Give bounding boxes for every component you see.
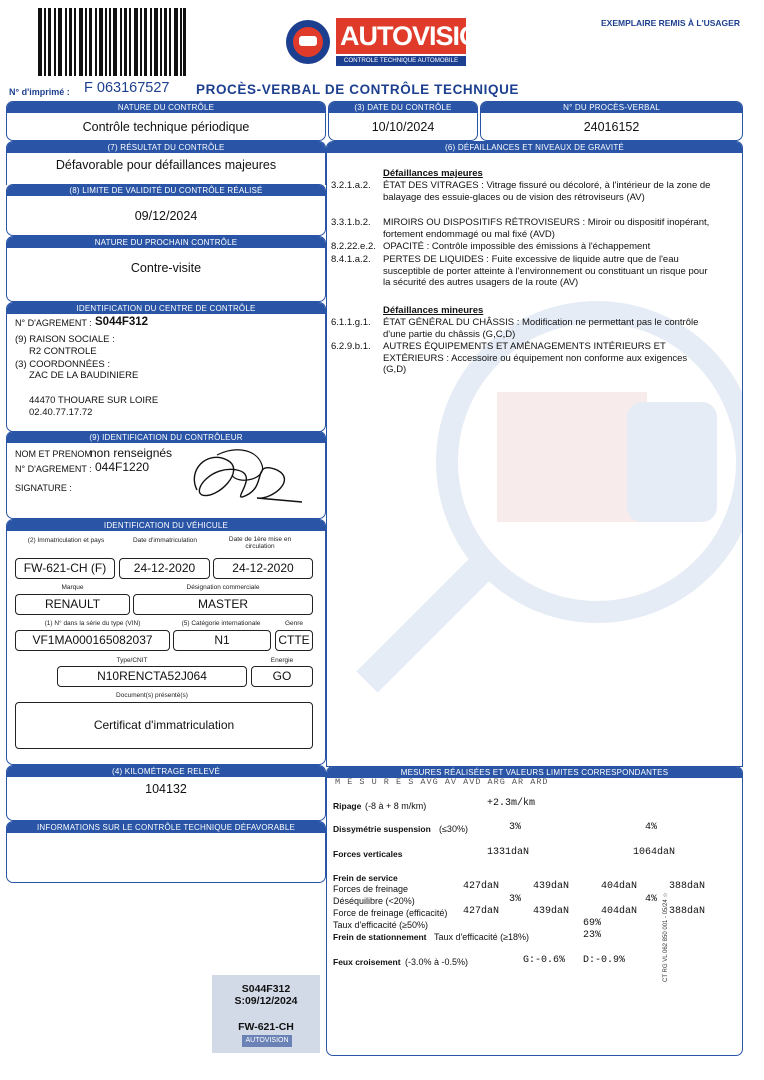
sticker-brand: AUTOVISION	[242, 1035, 292, 1047]
defaillance-code: 8.2.22.e.2.	[331, 241, 376, 252]
forces-label: Forces verticales	[333, 849, 403, 859]
pv-number-panel	[480, 101, 743, 141]
ripage-label: Ripage	[333, 801, 362, 811]
mesures-title: MESURES RÉALISÉES ET VALEURS LIMITES CORRESPONDANTES	[327, 767, 742, 778]
defaillance-detail: : Accessoire ou équipement non conforme aux exigences (G,D)	[383, 352, 688, 375]
stationnement-limit: Taux d'efficacité (≥18%)	[434, 932, 530, 942]
mesures-col-header: M E S U R E S AVG AV AVD ARG AR ARD	[335, 777, 549, 787]
defaillances-panel	[326, 141, 743, 767]
prochain-controle-panel	[6, 236, 326, 302]
taux-label: Taux d'efficacité (≥50%)	[333, 920, 429, 930]
dissym-limit: (≤30%)	[439, 824, 468, 834]
type-label: Type/CNIT	[116, 657, 148, 664]
feux-g: G:-0.6%	[523, 955, 566, 966]
defaillance-description	[383, 341, 713, 376]
force-eff-label: Force de freinage (efficacité)	[333, 908, 448, 918]
feux-d: D:-0.9%	[583, 955, 626, 966]
defaillance-heading: ÉTAT GÉNÉRAL DU CHÂSSIS	[383, 317, 515, 328]
centre-raison-label: (9) RAISON SOCIALE :	[15, 334, 115, 345]
forces-ar: 1064daN	[633, 847, 676, 858]
date-controle-panel	[328, 101, 478, 141]
nature-controle-panel	[6, 101, 326, 141]
genre-label: Genre	[284, 620, 304, 627]
defaillance-detail: : Miroir ou dispositif inopérant, fortement endommagé ou mal fixé (AVD)	[383, 217, 710, 240]
prochain-controle-value: Contre-visite	[130, 261, 202, 275]
desequilibre-av: 3%	[509, 894, 522, 905]
feux-limit: (-3.0% à -0.5%)	[405, 957, 469, 967]
resultat-title: (7) RÉSULTAT DU CONTRÔLE	[7, 142, 325, 153]
designation-label: Désignation commerciale	[186, 584, 260, 591]
imprime-number: F 063167527	[84, 80, 170, 96]
documents-label: Document(s) présenté(s)	[116, 692, 188, 699]
major-heading: Défaillances majeures	[383, 168, 483, 179]
force-eff-value-1: 427daN	[463, 906, 500, 917]
defaillance-code: 8.4.1.a.2.	[331, 254, 371, 265]
categorie-label: (5) Catégorie internationale	[181, 620, 261, 627]
vin-label: (1) N° dans la série du type (VIN)	[44, 620, 141, 627]
kilometrage-value: 104132	[145, 782, 187, 796]
validite-title: (8) LIMITE DE VALIDITÉ DU CONTRÔLE RÉALISÉ	[7, 185, 325, 196]
pv-number-title: N° DU PROCÈS-VERBAL	[481, 102, 742, 113]
prochain-controle-title: NATURE DU PROCHAIN CONTRÔLE	[7, 237, 325, 248]
barcode-graphic	[38, 8, 186, 76]
defaillance-heading: OPACITÉ	[383, 241, 424, 252]
force-eff-value-2: 439daN	[533, 906, 570, 917]
centre-raison-value: R2 CONTROLE	[29, 346, 97, 357]
immat-label: (2) Immatriculation et pays	[27, 537, 105, 544]
freinage-value-1: 427daN	[463, 881, 500, 892]
control-sticker	[212, 975, 320, 1053]
date-immat-value: 24-12-2020	[119, 558, 210, 579]
freinage-value-4: 388daN	[669, 881, 706, 892]
controleur-panel	[6, 431, 326, 519]
controleur-title: (9) IDENTIFICATION DU CONTRÔLEUR	[7, 432, 325, 443]
energie-label: Energie	[270, 657, 294, 664]
validite-value: 09/12/2024	[134, 209, 198, 223]
controleur-agrement-label: N° D'AGREMENT :	[15, 464, 92, 474]
defaillance-description	[383, 254, 713, 289]
documents-value: Certificat d'immatriculation	[15, 702, 313, 749]
centre-phone: 02.40.77.17.72	[29, 407, 93, 418]
mesures-panel	[326, 766, 743, 1056]
sticker-line3: FW-621-CH	[238, 1021, 294, 1033]
brand-name: AUTOVISION	[340, 21, 498, 51]
stationnement-label: Frein de stationnement	[333, 932, 427, 942]
centre-agrement-label: N° D'AGREMENT :	[15, 318, 92, 328]
defaillance-description	[383, 317, 713, 340]
forces-av: 1331daN	[487, 847, 530, 858]
centre-address1: ZAC DE LA BAUDINIERE	[29, 370, 139, 381]
controleur-name-label: NOM ET PRENOM :	[15, 449, 97, 459]
defaillance-description	[383, 180, 713, 203]
sticker-line1: S044F312	[241, 983, 291, 995]
centre-coord-label: (3) COORDONNÉES :	[15, 359, 111, 370]
feux-label: Feux croisement	[333, 957, 401, 967]
pv-number-value: 24016152	[583, 120, 640, 134]
marque-label: Marque	[61, 584, 84, 591]
autovision-logo	[286, 18, 498, 68]
ripage-limit: (-8 à + 8 m/km)	[365, 801, 427, 811]
barcode	[38, 8, 186, 76]
designation-value: MASTER	[133, 594, 313, 615]
vehicule-title: IDENTIFICATION DU VÉHICULE	[7, 520, 325, 531]
side-reference: CT RG VL 062 850 001 - 05/24 ☆	[663, 892, 669, 982]
date-controle-title: (3) DATE DU CONTRÔLE	[329, 102, 477, 113]
defaillance-heading: ÉTAT DES VITRAGES	[383, 180, 479, 191]
marque-value: RENAULT	[15, 594, 130, 615]
ripage-value: +2.3m/km	[487, 798, 536, 809]
defaillance-code: 6.2.9.b.1.	[331, 341, 371, 352]
validite-panel	[6, 184, 326, 236]
vin-value: VF1MA000165082037	[15, 630, 170, 651]
imprime-label: N° d'imprimé :	[9, 87, 70, 97]
defaillance-heading: PERTES DE LIQUIDES	[383, 254, 484, 265]
centre-panel	[6, 302, 326, 432]
force-eff-value-3: 404daN	[601, 906, 638, 917]
kilometrage-panel	[6, 765, 326, 821]
resultat-panel	[6, 141, 326, 185]
frein-service-label: Frein de service	[333, 873, 398, 883]
dissym-ar: 4%	[645, 822, 658, 833]
centre-address2: 44470 THOUARE SUR LOIRE	[29, 395, 159, 406]
force-eff-value-4: 388daN	[669, 906, 706, 917]
controleur-name-value: non renseignés	[90, 446, 173, 460]
freinage-value-2: 439daN	[533, 881, 570, 892]
vehicule-panel	[6, 519, 326, 765]
defaillance-detail: : Vitrage fissuré ou décoloré, à l'intérieur de la zone de balayage des essuie-glaces ou de vision des rétroviseurs (AV)	[383, 180, 711, 203]
defaillance-detail: : Fuite excessive de liquide autre que de l'eau susceptible de porter atteinte à l'environnement ou constituant un risque pour la sécurité des autres usagers de la route (AV)	[383, 254, 708, 288]
defaillances-title: (6) DÉFAILLANCES ET NIVEAUX DE GRAVITÉ	[327, 142, 742, 153]
centre-title: IDENTIFICATION DU CENTRE DE CONTRÔLE	[7, 303, 325, 314]
doc-title: PROCÈS-VERBAL DE CONTRÔLE TECHNIQUE	[196, 82, 520, 97]
copy-note: EXEMPLAIRE REMIS À L'USAGER	[601, 18, 740, 28]
centre-agrement-value: S044F312	[95, 316, 149, 328]
resultat-value: Défavorable pour défaillances majeures	[55, 158, 277, 172]
controleur-agrement-value: 044F1220	[95, 460, 150, 474]
dissym-label: Dissymétrie suspension	[333, 824, 431, 834]
defaillance-code: 3.2.1.a.2.	[331, 180, 371, 191]
categorie-value: N1	[173, 630, 271, 651]
stationnement-value: 23%	[583, 930, 602, 941]
defaillance-description	[383, 217, 713, 240]
nature-controle-title: NATURE DU CONTRÔLE	[7, 102, 325, 113]
date-immat-label: Date d'immatriculation	[132, 537, 198, 544]
infos-panel	[6, 821, 326, 883]
controleur-signature-label: SIGNATURE :	[15, 483, 72, 493]
desequilibre-label: Déséquilibre (<20%)	[333, 896, 415, 906]
genre-value: CTTE	[275, 630, 313, 651]
dissym-av: 3%	[509, 822, 522, 833]
brand-subtitle: CONTROLE TECHNIQUE AUTOMOBILE	[336, 56, 466, 66]
signature-scribble	[167, 440, 307, 510]
kilometrage-title: (4) KILOMÉTRAGE RELEVÉ	[7, 766, 325, 777]
freinage-value-3: 404daN	[601, 881, 638, 892]
nature-controle-value: Contrôle technique périodique	[82, 120, 250, 134]
taux-value: 69%	[583, 918, 602, 929]
immat-value: FW-621-CH (F)	[15, 558, 115, 579]
freinage-label: Forces de freinage	[333, 884, 409, 894]
defaillance-detail: : Modification ne permettant pas le contrôle d'une partie du châssis (G,C,D)	[383, 317, 699, 340]
defaillance-detail: : Contrôle impossible des émissions à l'échappement	[424, 241, 651, 252]
infos-title: INFORMATIONS SUR LE CONTRÔLE TECHNIQUE DÉFAVORABLE	[7, 822, 325, 833]
defaillance-code: 3.3.1.b.2.	[331, 217, 371, 228]
car-logo-icon	[286, 20, 330, 64]
defaillance-heading: MIROIRS OU DISPOSITIFS RÉTROVISEURS	[383, 217, 580, 228]
energie-value: GO	[251, 666, 313, 687]
defaillance-code: 6.1.1.g.1.	[331, 317, 371, 328]
type-value: N10RENCTA52J064	[57, 666, 247, 687]
minor-heading: Défaillances mineures	[383, 305, 484, 316]
first-circ-value: 24-12-2020	[213, 558, 313, 579]
sticker-line2: S:09/12/2024	[234, 995, 298, 1007]
desequilibre-ar: 4%	[645, 894, 658, 905]
defaillance-description	[383, 241, 713, 253]
date-controle-value: 10/10/2024	[371, 120, 435, 134]
first-circ-label: Date de 1ère mise en circulation	[228, 536, 292, 550]
defaillance-heading: AUTRES ÉQUIPEMENTS ET AMÉNAGEMENTS INTÉRIEURS ET EXTÉRIEURS	[383, 341, 666, 364]
